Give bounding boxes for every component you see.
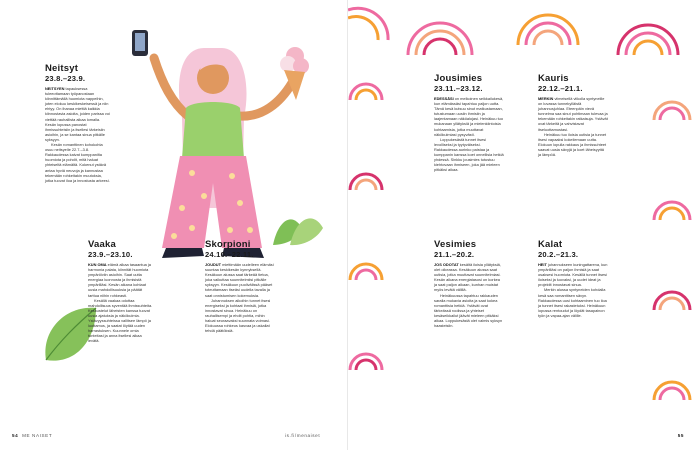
lead-word: HEIT <box>538 262 547 267</box>
sign-paragraph <box>205 262 275 298</box>
sign-paragraph <box>434 96 504 137</box>
sign-title: Vaaka <box>88 239 116 250</box>
sign-dates: 24.10.–22.11. <box>205 250 254 259</box>
left-folio <box>12 433 52 438</box>
sign-paragraph: Loppukesästä tunnet itsesi levolliseksi ja tyytyväiseksi. Rakkaudessa aurinko paistaa ja kumppanin kanssa koet onnellisia hetkiä yhdessä. Sinkku jousimies tutustuu kiehtovaan ihmiseen, joka jää mieleen pitkäksi aikaa. <box>434 136 504 173</box>
sign-paragraph <box>538 96 608 132</box>
rainbow-decoration-right <box>648 60 696 440</box>
site-url: is.fi/menaiset <box>285 433 321 438</box>
sign-paragraph <box>45 86 111 142</box>
sign-kalat <box>538 240 608 318</box>
page-number: 55 <box>677 433 684 438</box>
sign-jousimies <box>434 74 504 172</box>
sign-title: Vesimies <box>434 239 477 250</box>
lead-word: KUN OMA <box>88 262 107 267</box>
sign-paragraph <box>434 262 504 293</box>
sign-title: Kalat <box>538 239 563 250</box>
sign-vesimies <box>434 240 504 328</box>
sign-dates: 23.9.–23.10. <box>88 250 133 259</box>
sign-paragraph: Heinäkuussa tapahtuu rakkauden saralla mukavia asioita ja saat kokea romanttisia hetkiä. Ystävät ovat tärkeässä roolissa ja yhteiset kesäseikkailut jäävät mieleen pitkäksi aikaa. Loppukesästä olet valmis syksyn haasteisiin. <box>434 292 503 329</box>
sign-dates: 23.8.–23.9. <box>45 74 86 83</box>
sign-paragraph: Merkin alussa syntyneiden kohdalla kesä saa romanttisen sävyn. Rakkaudessa uusi kohtaaminen tuo iloa ja tunnet itsesi rakastetuksi. Heinäkuun lopussa rentoudut ja löydät tasapainon työn ja vapaa-ajan välille. <box>538 287 607 318</box>
lead-word: JOUDUT <box>205 262 221 267</box>
sign-paragraph <box>88 262 154 298</box>
sign-title: Neitsyt <box>45 63 79 74</box>
sign-paragraph: Heinäkuu tuo iloisia uutisia ja tunnet itsesi vapaaksi kokeilemaan uutta. Elokuun lopulla rakkaus ja ihmissuhteet saavat uusia sävyjä ja koet läheisyyttä ja lämpöä. <box>538 131 607 158</box>
sign-title: Skorpioni <box>205 239 251 250</box>
paragraph-text: miettimään uudelleen elämäsi suuntaa keskikesän kynnyksellä. Kesäkuun alussa saat tärkeää tietoa, joka vaikuttaa suunnitelmiisi pitkälle syksyyn. Kesäkuun puolivälissä pääset toteuttamaan itseäsi uudella tavalla ja saat onnistumisen kokemuksia. <box>205 262 274 298</box>
sign-kauris <box>538 74 608 157</box>
right-page <box>348 0 696 450</box>
sign-paragraph: Juhannuksen aikoihin tunnet itsesi energiseksi ja kohtaat ihmisiä, jotka innostavat sinua. Heinäkuu on rauhallisempi ja ehdit pohtia, mihin haluat seuraavaksi suunnata voimasi. Elokuussa rohkeus kasvaa ja uskallat tehdä päätöksiä. <box>205 297 271 334</box>
sign-skorpioni <box>205 240 275 333</box>
sign-dates: 20.2.–21.3. <box>538 250 579 259</box>
lead-word: EDESSÄSI <box>434 96 454 101</box>
paragraph-text: juhannukseen kuningattarena, kun ympärilläsi on paljon ihmisiä ja saat osaksesi huomiota. Kesällä tunnet itsesi iloiseksi ja luovaksi, ja uudet ideat ja projektit innostavat sinua. <box>538 262 608 288</box>
lead-word: JOS ODOTAT <box>434 262 459 267</box>
paragraph-text: kesältä iloisia yllätyksiä, olet oikeassa. Kesäkuun alussa saat uutisia, jotka muuttavat suunnitelmiasi. Kesän aikana energiatasosi on korkea ja saat paljon aikaan, kunhan muistat myös levätä välillä. <box>434 262 501 293</box>
paragraph-text: on melkoinen seikkailukesä, kun elämässäsi tapahtuu paljon uutta. Tämä kesä kutsuu sinut matkustamaan, tutustumaan uusiin ihmisiin ja laajentamaan näköalojasi. Heinäkuu tuo mukanaan yllätyksiä ja mielenkiintoisia kohtaamisia, jotka muuttavat näkökulmiasi pysyvästi. <box>434 96 504 137</box>
paragraph-text: viimeisellä viikolla syntyneille on luvassa tunnekylläistä juhannusjuhlaa. Eteenpäin vievä tunnelma saa sinut pohtimaan tulevaa ja tekemään rohkeitakin ratkaisuja. Ystävät ovat tärkeitä ja vahvistavat itseluottamustasi. <box>538 96 608 132</box>
paragraph-text: elämä alkaa tasaantua ja harmonia palata, kiinnität huomiota ympäröiviin asioihin. Saat uutta energiaa luonnosta ja ihmisistä ympärilläsi. Kesän aikana kohtaat uusia mahdollisuuksia ja päätät tarttua niihin rohkeasti. <box>88 262 151 298</box>
rainbow-decoration-left <box>348 60 388 440</box>
sign-paragraph: Kesällä vaakaa odottaa mahdollisuus syventää ihmissuhteita. Keskustelut läheisten kanssa tuovat uusia ajatuksia ja näkökulmia. Ystävyyssuhteissa vallitsee lämpö ja luottamus, ja saatat löytää uuden harrastuksen. Kuunnele omia tunteitasi ja anna itsellesi aikaa levätä. <box>88 297 153 344</box>
sign-title: Kauris <box>538 73 569 84</box>
paragraph-text: tapauksessa tuleeottamaan työpanostaan kiinnittämällä huomiota nappeihin, joten elokuu keskikeskeisessä ja niin ehtyy. On ihanaa miettiä kaikkia kiinnostavia asioita, joiden parissa voi viettää rauhallista aikaa lomalla. Kesän lopussa panostat ihmissuhteisiin ja itsellesi tärkeisiin asioihin, ja se kantaa sinua pitkälle syksyyn. <box>45 86 110 142</box>
rainbow-decoration-top <box>348 0 696 60</box>
magazine-name: ME NAISET <box>22 433 53 438</box>
sign-dates: 23.11.–23.12. <box>434 84 483 93</box>
lead-word: NEITSYEN <box>45 86 65 91</box>
lead-word: MERKIN <box>538 96 554 101</box>
leafy-plant-illustration <box>268 200 328 250</box>
sign-dates: 22.12.–21.1. <box>538 84 583 93</box>
sign-dates: 21.1.–20.2. <box>434 250 475 259</box>
sign-title: Jousimies <box>434 73 483 84</box>
sign-paragraph: Kesän romanttinen kohokohta osuu neitsyelle 22.7.–3.8. Rakkaudessa kaivat kumppanilta huomiota ja pohdit, mitä haluat yhteiseltä elämältä. Kokenut ystävä antaa hyviä neuvoja ja kannustaa tekemään rohkeitakin muutoksia, jotka tuovat iloa ja innostusta arkeesi. <box>45 142 110 183</box>
sign-vaaka <box>88 240 154 344</box>
sign-neitsyt <box>45 64 111 183</box>
sign-paragraph <box>538 262 608 287</box>
page-number: 54 <box>12 433 19 438</box>
